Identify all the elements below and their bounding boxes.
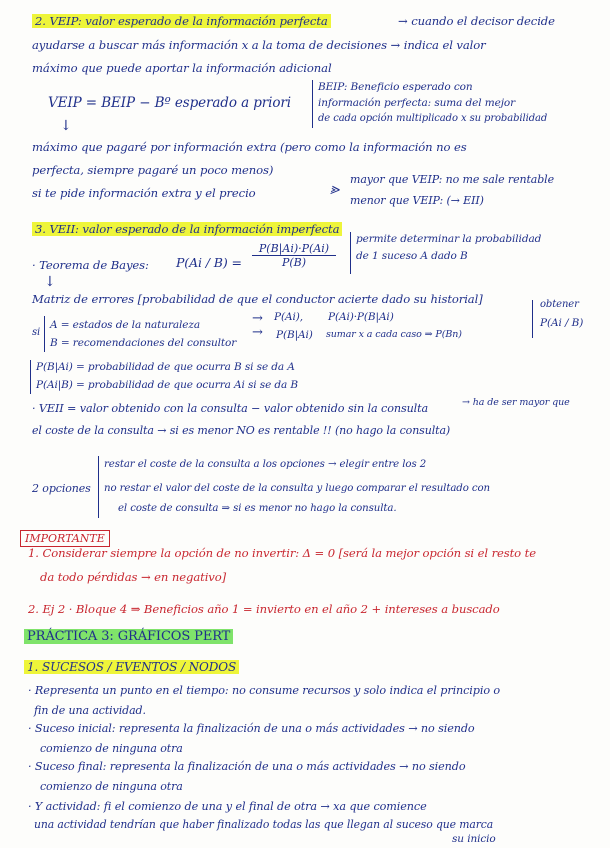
bayes-label: · Teorema de Bayes: (32, 258, 149, 272)
pert-def-4: comienzo de ninguna otra (40, 742, 183, 755)
obtain-result: P(Ai / B) (540, 317, 584, 329)
pert-def-1: · Representa un punto en el tiempo: no consume recursos y solo indica el principio o (28, 684, 501, 697)
bayes-numerator: P(B|Ai)·P(Ai) (252, 242, 336, 256)
pb-def-2: P(Ai|B) = probabilidad de que ocurra Ai si se da B (36, 379, 299, 391)
veii-def-2: el coste de la consulta → si es menor NO es rentable !! (no hago la consulta) (32, 424, 451, 437)
veip-max-3: si te pide información extra y el precio (32, 186, 256, 200)
beip-def-1: BEIP: Beneficio esperado con (318, 81, 473, 93)
prob-a: P(Ai), (274, 311, 303, 323)
options-brace (98, 456, 99, 518)
veip-line-3: máximo que puede aportar la información adicional (32, 61, 332, 75)
veip-formula: VEIP = BEIP − Bº esperado a priori (48, 95, 291, 111)
veip-max-1: máximo que pagaré por información extra (pero como la información no es (32, 140, 467, 154)
pert-def-7: · Y actividad: fi el comienzo de una y el final de otra → xa que comience (28, 800, 427, 813)
pert-def-3: · Suceso inicial: representa la finalización de una o más actividades → no siendo (28, 722, 475, 735)
b-definition: B = recomendaciones del consultor (50, 337, 237, 349)
veii-def-1: · VEII = valor obtenido con la consulta − valor obtenido sin la consulta (32, 402, 429, 415)
pert-subtitle: 1. SUCESOS / EVENTOS / NODOS (24, 660, 239, 674)
veip-case-1: mayor que VEIP: no me sale rentable (350, 173, 555, 186)
prob-b-given-a: P(B|Ai) (276, 329, 313, 341)
down-arrow-icon: ↓ (60, 118, 72, 134)
pert-def-9: su inicio (452, 833, 496, 845)
bayes-denominator: P(B) (281, 256, 307, 269)
bayes-fraction (252, 242, 336, 269)
option-2: no restar el valor del coste de la consulta y luego comparar el resultado con (104, 483, 490, 494)
pert-def-5: · Suceso final: representa la finalización de una o más actividades → no siendo (28, 760, 466, 773)
veii-def-1b: → ha de ser mayor que (462, 397, 570, 408)
down-arrow-icon-2: ↓ (44, 274, 56, 290)
veip-intro-end: → cuando el decisor decide (398, 14, 555, 28)
pert-title: PRÁCTICA 3: GRÁFICOS PERT (24, 630, 233, 644)
si-brace (44, 316, 45, 352)
veip-max-2: perfecta, siempre pagaré un poco menos) (32, 163, 274, 177)
pb-brace (30, 360, 31, 394)
beip-def-3: de cada opción multiplicado x su probabilidad (318, 113, 548, 124)
veip-case-2: menor que VEIP: (→ EII) (350, 194, 484, 207)
obtain-label: obtener (540, 299, 579, 310)
branch-arrow-icon: ⪢ (330, 179, 339, 198)
si-label: si (32, 327, 41, 338)
matrix-title: Matriz de errores [probabilidad de que el conductor acierte dado su historial] (32, 292, 483, 306)
important-badge: IMPORTANTE (20, 530, 110, 547)
pert-def-6: comienzo de ninguna otra (40, 780, 183, 793)
beip-brace (312, 80, 313, 128)
bayes-note-2: de 1 suceso A dado B (356, 250, 468, 262)
a-definition: A = estados de la naturaleza (50, 319, 200, 331)
pert-def-2: fin de una actividad. (34, 704, 146, 717)
arrow-icon-2: → (252, 325, 263, 340)
arrow-icon: → (252, 311, 263, 326)
option-3: el coste de consulta ⇒ si es menor no hago la consulta. (118, 503, 397, 514)
important-2: da todo pérdidas → en negativo] (40, 570, 227, 584)
pert-def-8: una actividad tendrían que haber finalizado todas las que llegan al suceso que marca (34, 818, 494, 831)
pb-def-1: P(B|Ai) = probabilidad de que ocurra B si se da A (36, 361, 295, 373)
bayes-brace (350, 232, 351, 274)
important-1: 1. Considerar siempre la opción de no invertir: Δ = 0 [será la mejor opción si el resto te (28, 546, 536, 560)
beip-def-2: información perfecta: suma del mejor (318, 97, 516, 109)
veip-title: 2. VEIP: valor esperado de la información perfecta (32, 14, 331, 28)
bayes-note-1: permite determinar la probabilidad (356, 233, 542, 245)
obtain-brace (532, 300, 533, 338)
option-1: restar el coste de la consulta a los opciones → elegir entre los 2 (104, 459, 427, 470)
veip-line-2: ayudarse a buscar más información x a la toma de decisiones → indica el valor (32, 38, 486, 52)
prob-a-times-b: P(Ai)·P(B|Ai) (328, 311, 394, 323)
bayes-lhs: P(Ai / B) = (176, 255, 242, 270)
veii-title: 3. VEII: valor esperado de la información imperfecta (32, 222, 342, 236)
options-label: 2 opciones (32, 482, 91, 495)
important-3: 2. Ej 2 · Bloque 4 ⇒ Beneficios año 1 = invierto en el año 2 + intereses a buscado (28, 602, 500, 616)
prob-sum: sumar x a cada caso ⇒ P(Bn) (326, 329, 462, 340)
